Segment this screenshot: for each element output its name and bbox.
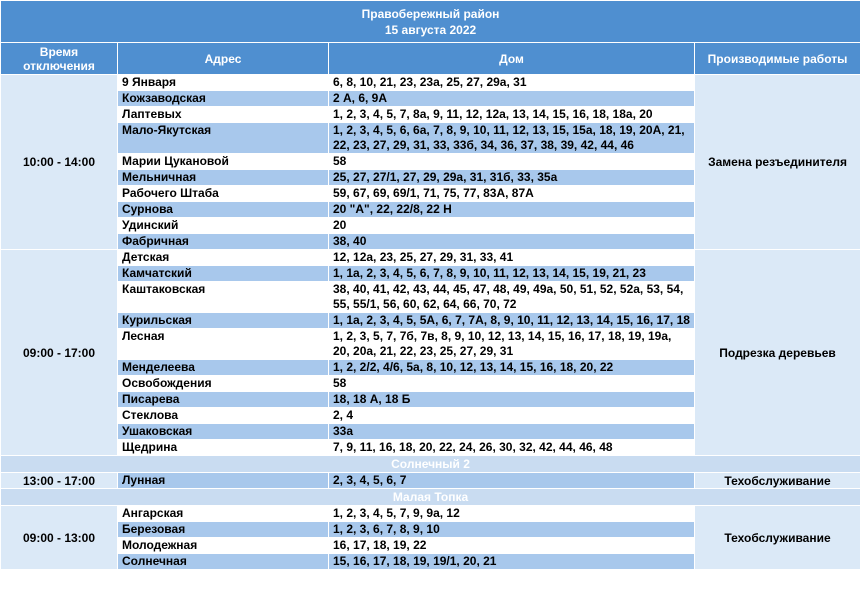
street-name: Кожзаводская — [118, 91, 329, 107]
table-row — [1, 473, 860, 489]
street-name: Детская — [118, 250, 329, 266]
outage-time: 09:00 - 13:00 — [1, 506, 118, 570]
section-title: Солнечный 2 — [1, 456, 860, 473]
section-row — [1, 456, 860, 473]
house-numbers: 38, 40 — [329, 234, 695, 250]
house-numbers: 18, 18 А, 18 Б — [329, 392, 695, 408]
table-title — [1, 1, 860, 43]
house-numbers: 2 А, 6, 9А — [329, 91, 695, 107]
outage-time: 10:00 - 14:00 — [1, 75, 118, 250]
street-name: Солнечная — [118, 554, 329, 570]
table-row — [1, 506, 860, 522]
table-body — [1, 75, 860, 570]
street-name: Лунная — [118, 473, 329, 489]
house-numbers: 25, 27, 27/1, 27, 29, 29а, 31, 31б, 33, 35а — [329, 170, 695, 186]
house-numbers: 20 "А", 22, 22/8, 22 Н — [329, 202, 695, 218]
street-name: Сурнова — [118, 202, 329, 218]
street-name: Лесная — [118, 329, 329, 360]
title-row — [1, 1, 860, 43]
work-type: Подрезка деревьев — [695, 250, 860, 456]
house-numbers: 58 — [329, 376, 695, 392]
col-header-houses: Дом — [329, 43, 695, 75]
street-name: Щедрина — [118, 440, 329, 456]
col-header-time: Время отключения — [1, 43, 118, 75]
street-name: Писарева — [118, 392, 329, 408]
house-numbers: 1, 2, 3, 4, 5, 7, 9, 9а, 12 — [329, 506, 695, 522]
section-title: Малая Топка — [1, 489, 860, 506]
header-row — [1, 43, 860, 75]
street-name: Фабричная — [118, 234, 329, 250]
outage-time: 09:00 - 17:00 — [1, 250, 118, 456]
street-name: Освобождения — [118, 376, 329, 392]
street-name: Марии Цукановой — [118, 154, 329, 170]
house-numbers: 2, 3, 4, 5, 6, 7 — [329, 473, 695, 489]
street-name: Березовая — [118, 522, 329, 538]
house-numbers: 33а — [329, 424, 695, 440]
street-name: Камчатский — [118, 266, 329, 282]
street-name: Каштаковская — [118, 282, 329, 313]
street-name: Ангарская — [118, 506, 329, 522]
house-numbers: 1, 2, 3, 4, 5, 6, 6а, 7, 8, 9, 10, 11, 12, 13, 15, 15а, 18, 19, 20А, 21, 22, 23, 27, 29, 31, 33, 33б, 34, 36, 37, 38, 39, 42, 44, 46 — [329, 123, 695, 154]
col-header-address: Адрес — [118, 43, 329, 75]
street-name: Рабочего Штаба — [118, 186, 329, 202]
date-title: 15 августа 2022 — [384, 22, 477, 37]
table-row — [1, 250, 860, 266]
house-numbers: 38, 40, 41, 42, 43, 44, 45, 47, 48, 49, 49а, 50, 51, 52, 52а, 53, 54, 55, 55/1, 56, 60, 62, 64, 66, 70, 72 — [329, 282, 695, 313]
house-numbers: 1, 2, 3, 4, 5, 7, 8а, 9, 11, 12, 12а, 13, 14, 15, 16, 18, 18а, 20 — [329, 107, 695, 123]
street-name: Мало-Якутская — [118, 123, 329, 154]
street-name: Ушаковская — [118, 424, 329, 440]
street-name: Менделеева — [118, 360, 329, 376]
street-name: Лаптевых — [118, 107, 329, 123]
house-numbers: 2, 4 — [329, 408, 695, 424]
house-numbers: 15, 16, 17, 18, 19, 19/1, 20, 21 — [329, 554, 695, 570]
street-name: Удинский — [118, 218, 329, 234]
house-numbers: 58 — [329, 154, 695, 170]
street-name: Мельничная — [118, 170, 329, 186]
work-type: Замена резъединителя — [695, 75, 860, 250]
street-name: Курильская — [118, 313, 329, 329]
house-numbers: 20 — [329, 218, 695, 234]
house-numbers: 12, 12а, 23, 25, 27, 29, 31, 33, 41 — [329, 250, 695, 266]
house-numbers: 1, 2, 3, 6, 7, 8, 9, 10 — [329, 522, 695, 538]
section-row — [1, 489, 860, 506]
house-numbers: 1, 1а, 2, 3, 4, 5, 5А, 6, 7, 7А, 8, 9, 10, 11, 12, 13, 14, 15, 16, 17, 18 — [329, 313, 695, 329]
house-numbers: 6, 8, 10, 21, 23, 23а, 25, 27, 29а, 31 — [329, 75, 695, 91]
house-numbers: 1, 2, 2/2, 4/6, 5а, 8, 10, 12, 13, 14, 15, 16, 18, 20, 22 — [329, 360, 695, 376]
outage-time: 13:00 - 17:00 — [1, 473, 118, 489]
house-numbers: 1, 1а, 2, 3, 4, 5, 6, 7, 8, 9, 10, 11, 12, 13, 14, 15, 19, 21, 23 — [329, 266, 695, 282]
district-title: Правобережный район — [361, 6, 500, 21]
house-numbers: 7, 9, 11, 16, 18, 20, 22, 24, 26, 30, 32, 42, 44, 46, 48 — [329, 440, 695, 456]
work-type: Техобслуживание — [695, 473, 860, 489]
house-numbers: 1, 2, 3, 5, 7, 7б, 7в, 8, 9, 10, 12, 13, 14, 15, 16, 17, 18, 19, 19а, 20, 20а, 21, 22, 23, 25, 27, 29, 31 — [329, 329, 695, 360]
house-numbers: 16, 17, 18, 19, 22 — [329, 538, 695, 554]
street-name: Молодежная — [118, 538, 329, 554]
street-name: 9 Января — [118, 75, 329, 91]
col-header-work: Производимые работы — [695, 43, 860, 75]
table-row — [1, 75, 860, 91]
house-numbers: 59, 67, 69, 69/1, 71, 75, 77, 83А, 87А — [329, 186, 695, 202]
work-type: Техобслуживание — [695, 506, 860, 570]
street-name: Стеклова — [118, 408, 329, 424]
